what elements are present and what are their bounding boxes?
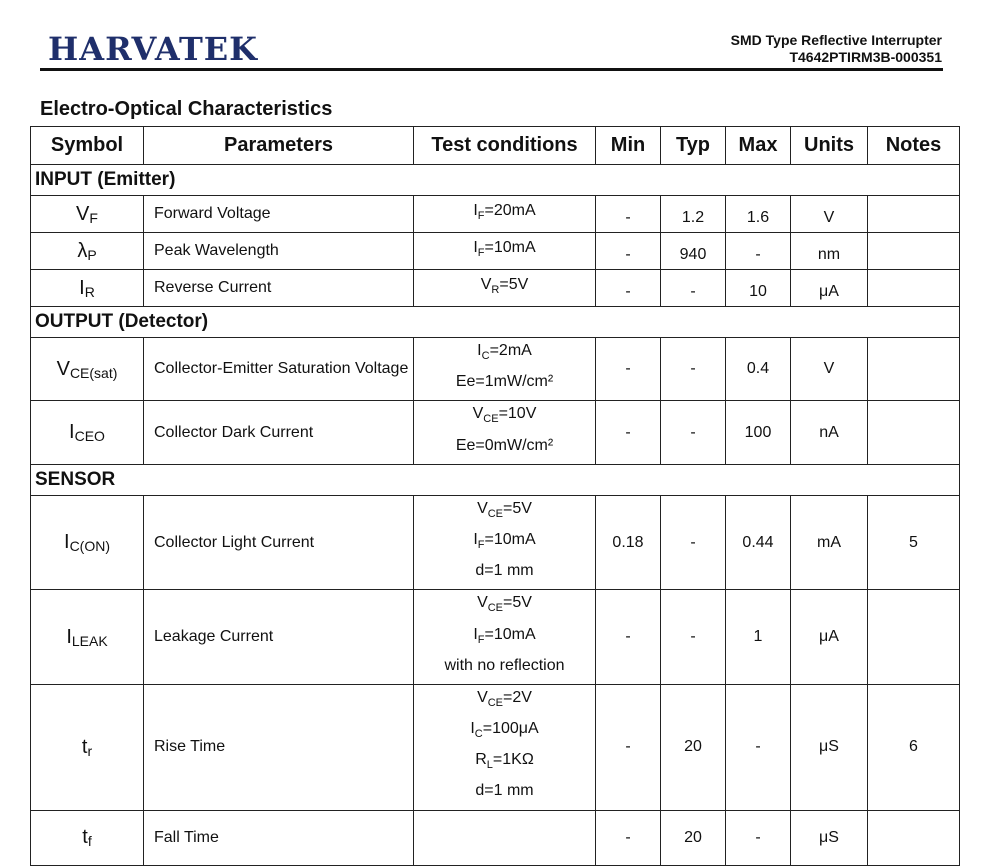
symbol-main: λ — [77, 239, 88, 262]
symbol-sub: F — [89, 209, 98, 226]
typ-cell: - — [661, 401, 726, 464]
parameter-cell: Forward Voltage — [144, 196, 414, 233]
parameter-cell: Reverse Current — [144, 270, 414, 307]
col-parameters: Parameters — [144, 127, 414, 165]
table-row — [31, 270, 960, 307]
typ-cell: 940 — [661, 233, 726, 270]
min-cell: - — [596, 401, 661, 464]
col-symbol: Symbol — [31, 127, 144, 165]
max-cell: 1.6 — [726, 196, 791, 233]
typ-cell: - — [661, 590, 726, 685]
condition-line: with no reflection — [444, 656, 565, 674]
symbol-cell — [31, 401, 144, 464]
symbol-cell — [31, 233, 144, 270]
max-cell: 0.4 — [726, 338, 791, 401]
table-row — [31, 338, 960, 401]
unit-cell: μA — [791, 270, 868, 307]
document-header — [731, 32, 942, 66]
parameter-cell: Rise Time — [144, 684, 414, 810]
symbol-sub: CE(sat) — [69, 364, 118, 381]
condition-line: $I_F=20mA$ — [473, 202, 536, 223]
condition-line: $V_{CE}=2V$ — [477, 688, 532, 710]
typ-cell: - — [661, 338, 726, 401]
min-cell: - — [596, 233, 661, 270]
notes-cell — [868, 233, 960, 270]
col-min: Min — [596, 127, 661, 165]
parameter-cell: Leakage Current — [144, 590, 414, 685]
condition-cell — [414, 495, 596, 590]
condition-cell — [414, 233, 596, 270]
table-row — [31, 590, 960, 685]
notes-cell: 5 — [868, 495, 960, 590]
condition-line: $I_F=10mA$ — [473, 239, 536, 260]
notes-cell — [868, 338, 960, 401]
col-notes: Notes — [868, 127, 960, 165]
min-cell: - — [596, 338, 661, 401]
table-row — [31, 401, 960, 464]
condition-line: $V_R=5V$ — [480, 276, 529, 297]
col-typ: Typ — [661, 127, 726, 165]
notes-cell: 6 — [868, 684, 960, 810]
condition-line: $V_{CE}=5V$ — [477, 499, 532, 520]
typ-cell: - — [661, 270, 726, 307]
group-row — [31, 165, 960, 196]
symbol-sub: P — [87, 246, 97, 263]
condition-line: $I_C=2mA$ — [477, 342, 532, 363]
header-row — [31, 127, 960, 165]
condition-cell — [414, 401, 596, 464]
notes-cell — [868, 590, 960, 685]
max-cell: 1 — [726, 590, 791, 685]
symbol-cell — [31, 338, 144, 401]
typ-cell: 20 — [661, 684, 726, 810]
group-title: SENSOR — [31, 464, 960, 495]
condition-line: $I_C=100\mu A$ — [470, 720, 539, 741]
max-cell: - — [726, 684, 791, 810]
min-cell: 0.18 — [596, 495, 661, 590]
group-title: OUTPUT (Detector) — [31, 307, 960, 338]
unit-cell: V — [791, 196, 868, 233]
typ-cell: 20 — [661, 810, 726, 865]
notes-cell — [868, 810, 960, 865]
symbol-sub: CEO — [74, 428, 105, 445]
group-row — [31, 464, 960, 495]
symbol-cell — [31, 684, 144, 810]
min-cell: - — [596, 196, 661, 233]
condition-line: Ee=1mW/cm² — [455, 373, 554, 391]
unit-cell: mA — [791, 495, 868, 590]
company-logo: HARVATEK — [48, 30, 258, 68]
notes-cell — [868, 270, 960, 307]
max-cell: - — [726, 810, 791, 865]
symbol-cell — [31, 270, 144, 307]
condition-cell — [414, 338, 596, 401]
unit-cell: nm — [791, 233, 868, 270]
condition-line: d=1 mm — [475, 562, 534, 580]
notes-cell — [868, 196, 960, 233]
unit-cell: nA — [791, 401, 868, 464]
typ-cell: - — [661, 495, 726, 590]
symbol-main: I — [64, 531, 70, 554]
symbol-main: V — [76, 202, 90, 225]
max-cell: 0.44 — [726, 495, 791, 590]
symbol-cell — [31, 196, 144, 233]
col-max: Max — [726, 127, 791, 165]
symbol-main: I — [66, 625, 72, 648]
condition-cell — [414, 270, 596, 307]
parameter-cell: Peak Wavelength — [144, 233, 414, 270]
condition-line: $I_F=10mA$ — [473, 530, 536, 552]
unit-cell: μS — [791, 684, 868, 810]
parameter-cell: Collector-Emitter Saturation Voltage — [144, 338, 414, 401]
symbol-main: t — [81, 735, 88, 758]
max-cell: - — [726, 233, 791, 270]
condition-cell — [414, 810, 596, 865]
group-title: INPUT (Emitter) — [31, 165, 960, 196]
symbol-sub: R — [84, 283, 95, 300]
parameter-cell: Collector Dark Current — [144, 401, 414, 464]
condition-line: $V_{CE}=10V$ — [472, 405, 537, 426]
header-rule — [40, 68, 943, 71]
table-row — [31, 233, 960, 270]
symbol-main: t — [82, 826, 88, 849]
max-cell: 100 — [726, 401, 791, 464]
product-type: SMD Type Reflective Interrupter — [730, 32, 942, 48]
min-cell: - — [596, 810, 661, 865]
symbol-sub: LEAK — [71, 632, 108, 649]
parameter-cell: Fall Time — [144, 810, 414, 865]
condition-line: $I_F=10mA$ — [473, 625, 536, 646]
col-test-conditions: Test conditions — [414, 127, 596, 165]
symbol-sub: r — [87, 742, 93, 759]
min-cell: - — [596, 590, 661, 685]
part-number: T4642PTIRM3B-000351 — [789, 49, 942, 65]
condition-cell — [414, 196, 596, 233]
table-row — [31, 684, 960, 810]
notes-cell — [868, 401, 960, 464]
symbol-cell — [31, 590, 144, 685]
condition-cell — [414, 684, 596, 810]
symbol-main: I — [79, 276, 85, 299]
condition-line: Ee=0mW/cm² — [455, 436, 554, 454]
min-cell: - — [596, 270, 661, 307]
condition-cell — [414, 590, 596, 685]
group-row — [31, 307, 960, 338]
col-units: Units — [791, 127, 868, 165]
section-title: Electro-Optical Characteristics — [40, 98, 333, 120]
symbol-main: V — [56, 357, 70, 380]
symbol-sub: C(ON) — [69, 538, 110, 555]
symbol-cell — [31, 495, 144, 590]
condition-line: $R_L=1K\Omega$ — [475, 751, 534, 772]
table-row — [31, 810, 960, 865]
unit-cell: μA — [791, 590, 868, 685]
table-row — [31, 196, 960, 233]
max-cell: 10 — [726, 270, 791, 307]
typ-cell: 1.2 — [661, 196, 726, 233]
unit-cell: μS — [791, 810, 868, 865]
min-cell: - — [596, 684, 661, 810]
condition-line: $V_{CE}=5V$ — [477, 594, 532, 615]
table-row — [31, 495, 960, 590]
symbol-sub: f — [87, 833, 92, 850]
unit-cell: V — [791, 338, 868, 401]
symbol-main: I — [69, 421, 75, 444]
condition-line: d=1 mm — [475, 782, 534, 800]
characteristics-table — [30, 126, 960, 866]
symbol-cell — [31, 810, 144, 865]
parameter-cell: Collector Light Current — [144, 495, 414, 590]
